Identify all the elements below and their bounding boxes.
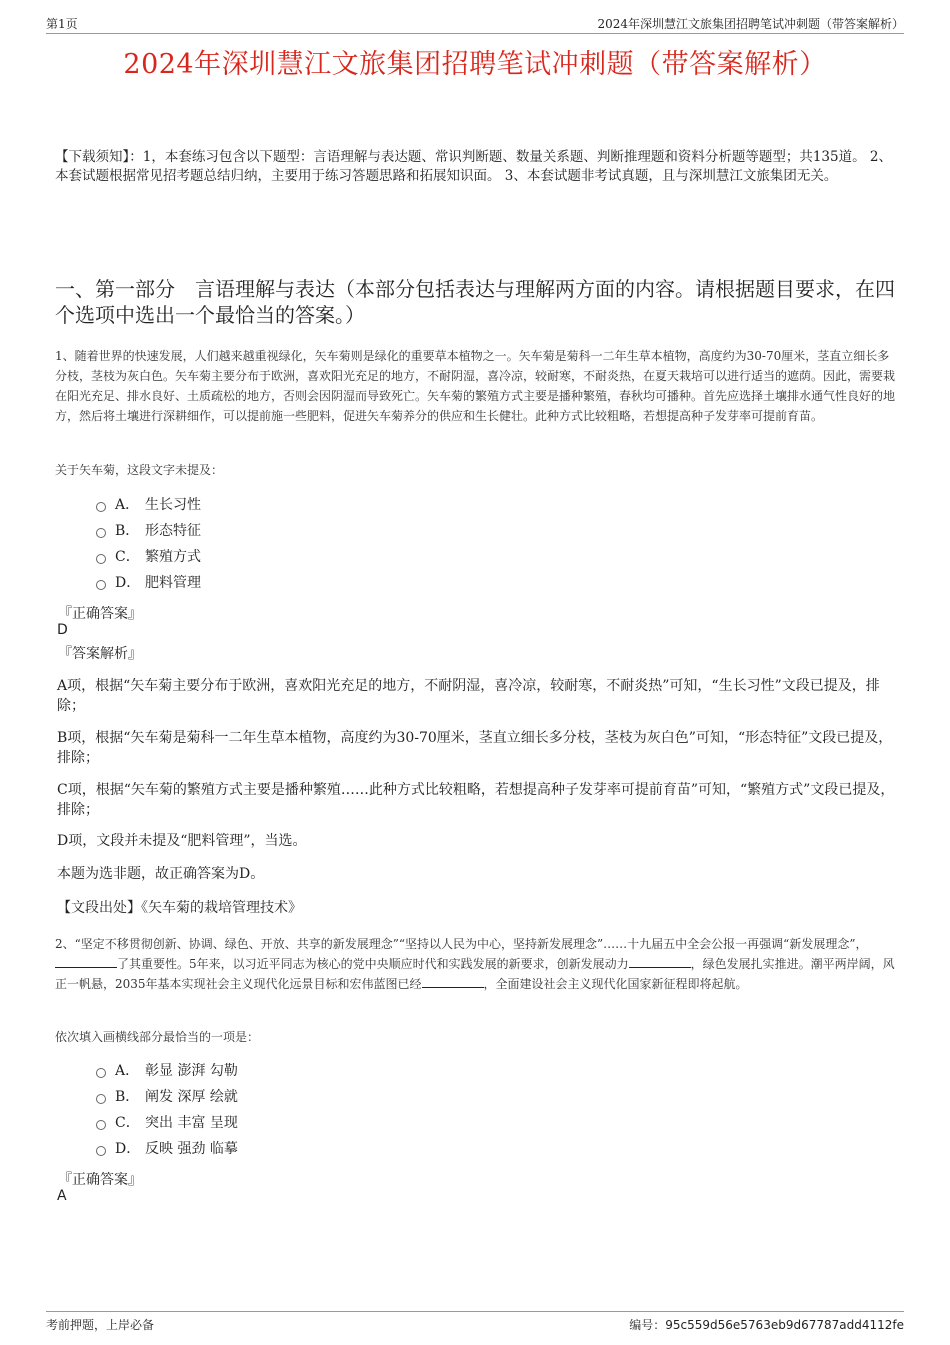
download-notice: 【下载须知】：1，本套练习包含以下题型：言语理解与表达题、常识判断题、数量关系题、判断推理题和资料分析题等题型；共135道。 2、本套试题根据常见招考题总结归纳，主要用于练习答题思路和拓展知识面。 3、本套试题非考试真题，且与深圳慧江文旅集团无关。 (55, 149, 892, 184)
question-1-text: 1、随着世界的快速发展，人们越来越重视绿化，矢车菊则是绿化的重要草本植物之一。矢车菊是菊科一二年生草本植物，高度约为30-70厘米，茎直立细长多分枝，茎枝为灰白色。矢车菊主要分布于欧洲，喜欢阳光充足的地方，不耐阴湿，喜冷凉，较耐寒，不耐炎热，在夏天栽培可以进行适当的遮荫。因此，需要栽在阳光充足、排水良好、土质疏松的地方，否则会因阴湿而导致死亡。矢车菊的繁殖方式主要是播种繁殖，春秋均可播种。首先应选择土壤排水通气性良好的地方，然后将土壤进行深耕细作，可以提前施一些肥料，促进矢车菊养分的供应和生长健壮。此种方式比较粗略，若想提高种子发芽率可提前育苗。 (55, 349, 896, 423)
radio-icon[interactable] (96, 1120, 106, 1130)
correct-answer-label: 『正确答案』 (58, 606, 142, 622)
option-c[interactable]: C． 繁殖方式 (96, 544, 496, 570)
section-heading: 一、第一部分 言语理解与表达（本部分包括表达与理解两方面的内容。请根据题目要求，在四个选项中选出一个最恰当的答案。） (55, 277, 895, 327)
question-1-options (96, 492, 496, 596)
question-2-stem: 依次填入画横线部分最恰当的一项是： (55, 1030, 260, 1044)
question-2-text: 2、“坚定不移贯彻创新、协调、绿色、开放、共享的新发展理念”“坚持以人民为中心，坚持新发展理念”……十九届五中全会公报一再强调“新发展理念”，了其重要性。5年来，以习近平同志为核心的党中央顺应时代和实践发展的新要求，创新发展动力 ，绿色发展扎实推进。潮平两岸阔，风正一帆悬，2035年基本实现社会主义现代化远景目标和宏伟蓝图已经 ，全面建设社会主义现代化国家新征程即将起航。 (55, 937, 895, 991)
footer-slogan: 考前押题，上岸必备 (46, 1318, 155, 1332)
analysis-c: C项，根据“矢车菊的繁殖方式主要是播种繁殖……此种方式比较粗略，若想提高种子发芽率可提前育苗”可知，“繁殖方式”文段已提及，排除； (57, 782, 895, 818)
header-title: 2024年深圳慧江文旅集团招聘笔试冲刺题（带答案解析） (597, 17, 904, 31)
radio-icon[interactable] (96, 528, 106, 538)
radio-icon[interactable] (96, 580, 106, 590)
correct-answer-value: A (57, 1188, 67, 1204)
option-a[interactable]: A． 生长习性 (96, 492, 496, 518)
page-header (46, 13, 904, 34)
question-2-options (96, 1058, 496, 1162)
answer-blank (422, 975, 484, 988)
analysis-source: 【文段出处】《矢车菊的栽培管理技术》 (57, 900, 302, 916)
analysis-label: 『答案解析』 (58, 646, 142, 662)
radio-icon[interactable] (96, 1094, 106, 1104)
radio-icon[interactable] (96, 554, 106, 564)
radio-icon[interactable] (96, 1068, 106, 1078)
page-footer (46, 1311, 904, 1334)
correct-answer-label: 『正确答案』 (58, 1172, 142, 1188)
option-d[interactable]: D． 反映 强劲 临摹 (96, 1136, 496, 1162)
option-b[interactable]: B． 阐发 深厚 绘就 (96, 1084, 496, 1110)
option-b[interactable]: B． 形态特征 (96, 518, 496, 544)
option-c[interactable]: C． 突出 丰富 呈现 (96, 1110, 496, 1136)
footer-code: 编号：95c559d56e5763eb9d67787add4112fe (629, 1318, 904, 1332)
document-title: 2024年深圳慧江文旅集团招聘笔试冲刺题（带答案解析） (123, 49, 827, 80)
option-d[interactable]: D． 肥料管理 (96, 570, 496, 596)
answer-blank (55, 955, 117, 968)
analysis-b: B项，根据“矢车菊是菊科一二年生草本植物，高度约为30-70厘米，茎直立细长多分枝，茎枝为灰白色”可知，“形态特征”文段已提及，排除； (57, 730, 893, 766)
correct-answer-value: D (57, 622, 68, 638)
question-1-stem: 关于矢车菊，这段文字未提及： (55, 463, 224, 477)
page-number: 第1页 (46, 17, 78, 31)
answer-blank (629, 955, 691, 968)
option-a[interactable]: A． 彰显 澎湃 勾勒 (96, 1058, 496, 1084)
radio-icon[interactable] (96, 1146, 106, 1156)
analysis-d: D项，文段并未提及“肥料管理”，当选。 (57, 833, 307, 849)
analysis-conclusion: 本题为选非题，故正确答案为D。 (57, 866, 265, 882)
radio-icon[interactable] (96, 502, 106, 512)
analysis-a: A项，根据“矢车菊主要分布于欧洲，喜欢阳光充足的地方，不耐阴湿，喜冷凉，较耐寒，不耐炎热”可知，“生长习性”文段已提及，排除； (57, 678, 880, 714)
